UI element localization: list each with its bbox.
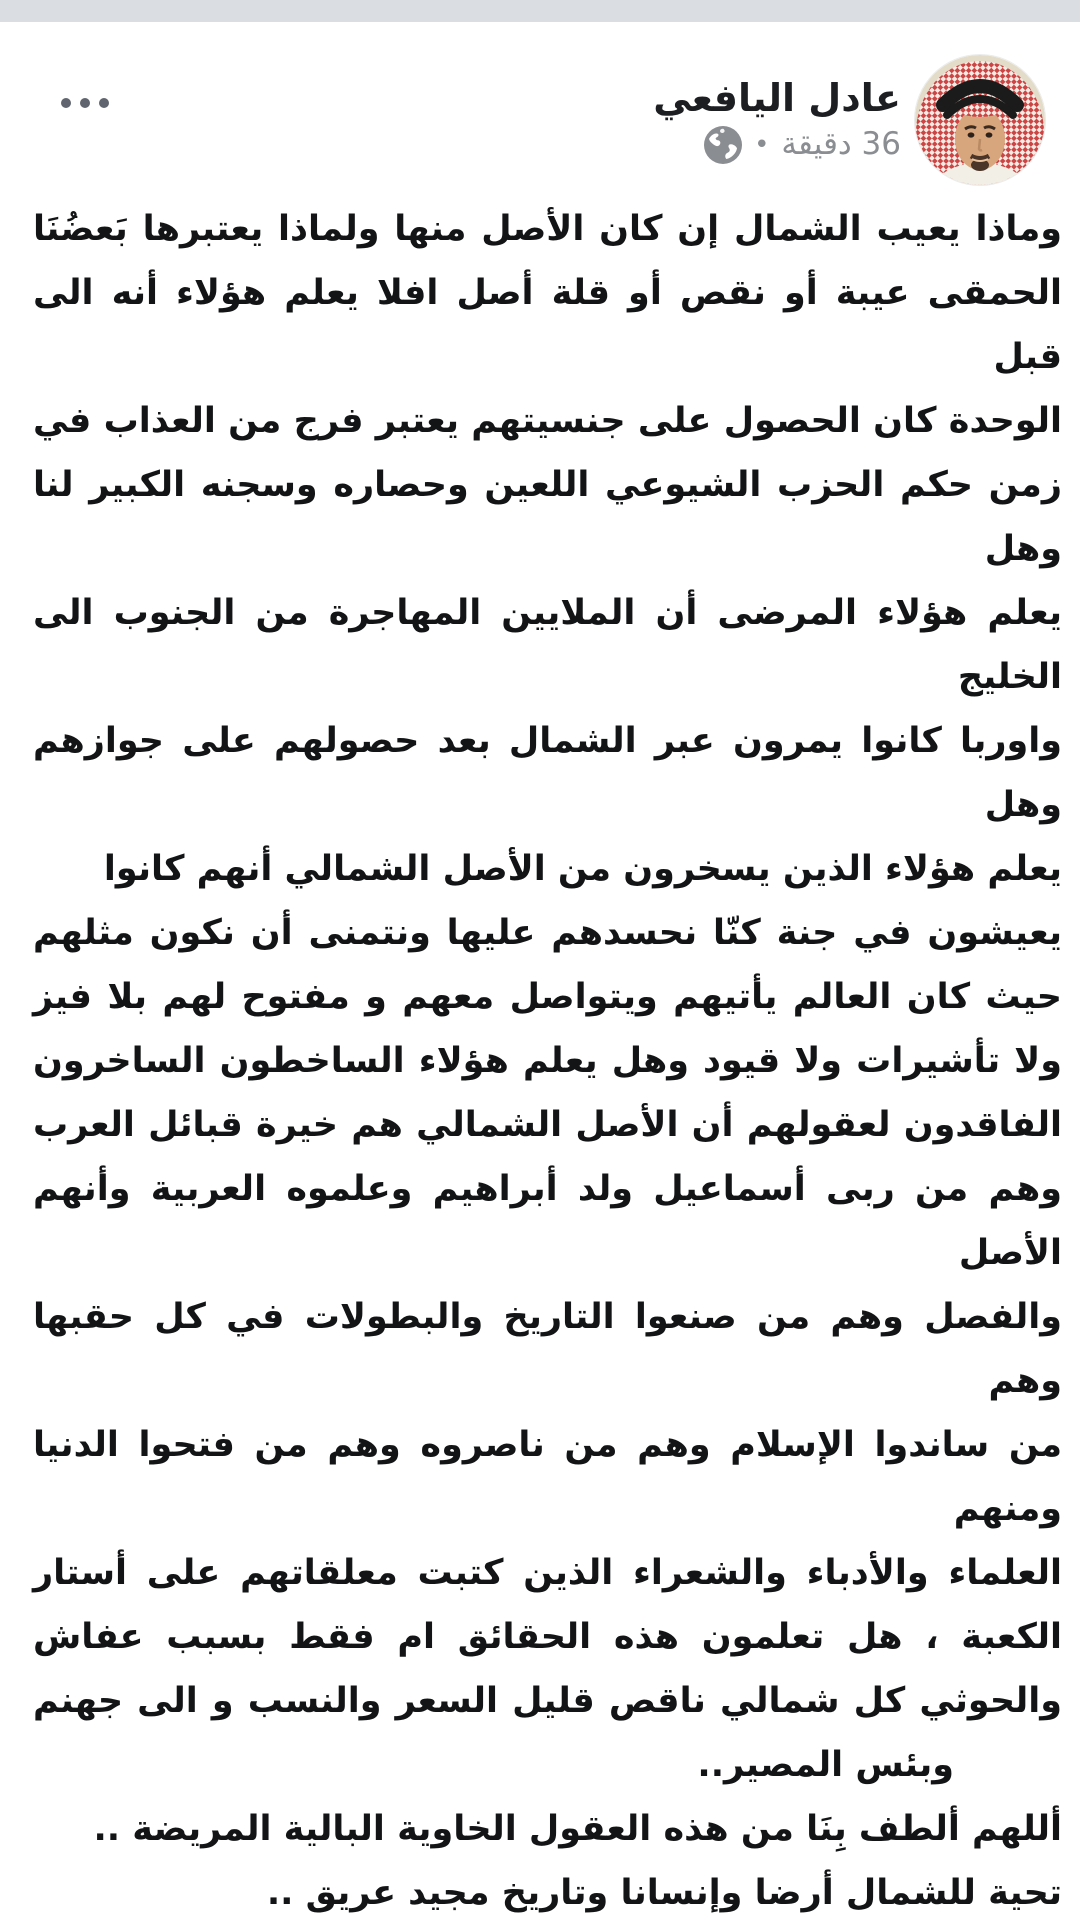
post-text-line: واوربا كانوا يمرون عبر الشمال بعد حصولهم على جوازهم وهل bbox=[33, 721, 1062, 825]
post-text-line: أللهم ألطف بِنَا من هذه العقول الخاوية البالية المريضة .. bbox=[93, 1809, 1062, 1849]
post-text-line: تحية للشمال أرضا وإنسانا وتاريخ مجيد عريق .. bbox=[266, 1873, 1062, 1913]
post-text-line: وماذا يعيب الشمال إن كان الأصل منها ولماذا يعتبرها بَعضُنَا bbox=[33, 209, 1062, 249]
post-text-line: حيث كان العالم يأتيهم ويتواصل معهم و مفتوح لهم بلا فيز bbox=[33, 977, 1062, 1017]
globe-privacy-icon bbox=[704, 126, 742, 164]
post-text-line: الحمقى عيبة أو نقص أو قلة أصل افلا يعلم هؤلاء أنه الى قبل bbox=[33, 273, 1062, 377]
post-text-line: من ساندوا الإسلام وهم من ناصروه وهم من فتحوا الدنيا ومنهم bbox=[33, 1425, 1062, 1529]
author-name[interactable]: عادل اليافعي bbox=[653, 76, 901, 121]
post-text-line: العلماء والأدباء والشعراء الذين كتبت معلقاتهم على أستار bbox=[33, 1553, 1062, 1593]
avatar-illustration bbox=[915, 55, 1045, 185]
post-text-line: الوحدة كان الحصول على جنسيتهم يعتبر فرج من العذاب في bbox=[33, 401, 1062, 441]
top-divider-bar bbox=[0, 0, 1080, 22]
header-texts bbox=[653, 76, 901, 164]
post-timestamp[interactable]: 36 دقيقة bbox=[781, 126, 901, 163]
more-options-button[interactable] bbox=[55, 92, 115, 114]
post-text-line: وهم من ربى أسماعيل ولد أبراهيم وعلموه العربية وأنهم الأصل bbox=[33, 1169, 1062, 1273]
dot-icon bbox=[80, 98, 90, 108]
meta-separator: • bbox=[754, 129, 770, 160]
post-text-line: وبئس المصير.. bbox=[697, 1745, 954, 1785]
post-text-line: ولا تأشيرات ولا قيود وهل يعلم هؤلاء الساخطون الساخرون bbox=[33, 1041, 1062, 1081]
avatar[interactable] bbox=[915, 55, 1045, 185]
post-text-line: زمن حكم الحزب الشيوعي اللعين وحصاره وسجنه الكبير لنا وهل bbox=[33, 465, 1062, 569]
post-meta bbox=[704, 126, 901, 164]
post-text-line: والحوثي كل شمالي ناقص قليل السعر والنسب و الى جهنم bbox=[33, 1681, 1062, 1721]
post-text-line: الكعبة ، هل تعلمون هذه الحقائق ام فقط بسبب عفاش bbox=[33, 1617, 1062, 1657]
post-text-line: الفاقدون لعقولهم أن الأصل الشمالي هم خيرة قبائل العرب bbox=[33, 1105, 1062, 1145]
post-text-line: يعلم هؤلاء الذين يسخرون من الأصل الشمالي أنهم كانوا bbox=[103, 849, 1062, 889]
dot-icon bbox=[99, 98, 109, 108]
post-text-line: والفصل وهم من صنعوا التاريخ والبطولات في كل حقبها وهم bbox=[33, 1297, 1062, 1401]
dot-icon bbox=[61, 98, 71, 108]
post-text-line: يعيشون في جنة كنّا نحسدهم عليها ونتمنى أن نكون مثلهم bbox=[33, 913, 1062, 953]
post-text-line: يعلم هؤلاء المرضى أن الملايين المهاجرة من الجنوب الى الخليج bbox=[33, 593, 1062, 697]
post-header bbox=[0, 22, 1080, 185]
post-body bbox=[0, 197, 1080, 1925]
